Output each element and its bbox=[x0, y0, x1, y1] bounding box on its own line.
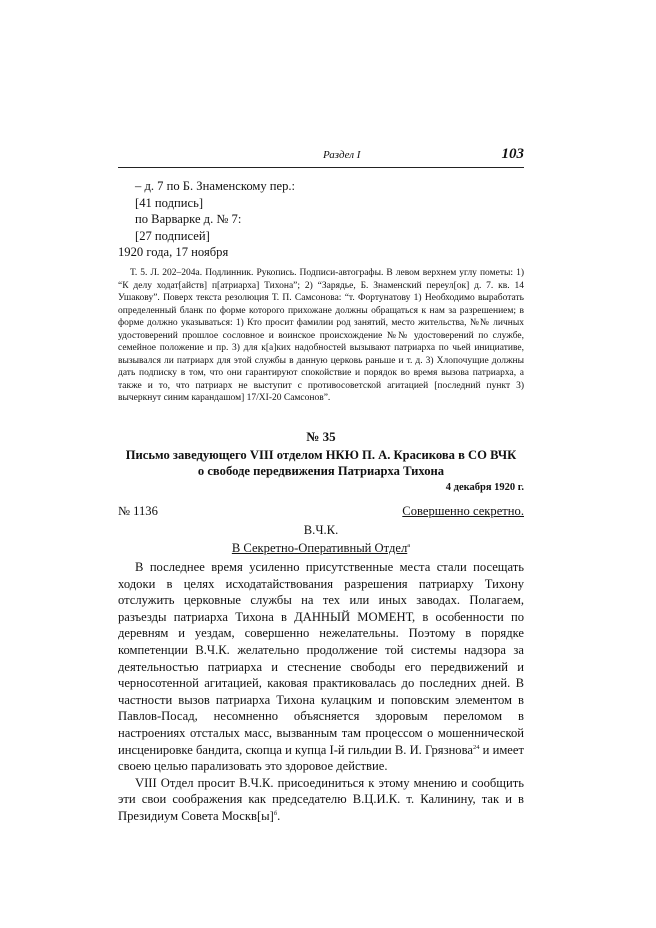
addressee bbox=[118, 541, 524, 556]
addressee-text: В Секретно-Оперативный Отдел bbox=[231, 541, 408, 555]
footnote-ref: 24 bbox=[472, 743, 480, 751]
paragraph-text: В последнее время усиленно присутственные места стали посещать ходоки в целях исходатайствования разрешения патриарху Тихону отслужить церковные службы на тех или иных заводах. Полагаем, разъезды патриарха Тихона в ДАННЫЙ МОМЕНТ, в особенности по деревням и уездам, совершенно нежелательны. Поэтому в порядке компетенции В.Ч.К. желательно продолжение той системы надзора за деятельностью патриарха и стеснение свободы его передвижений и черносотенной агитацией, каковая практиковалась до последних дней. В частности вызов патриарха Тихона кулацким и поповским элементом в Павлов-Посад, несомненно объясняется здоровым переломом в настроениях отсталых масс, вызванным там процессом о мошеннической инсценировке бандита, скопца и купца I-й гильдии В. И. Грязнова bbox=[118, 560, 524, 757]
tail-line: 1920 года, 17 ноября bbox=[118, 245, 229, 260]
registration-number: № 1136 bbox=[118, 504, 158, 518]
paragraph bbox=[118, 775, 524, 825]
tail-line: [27 подписей] bbox=[135, 228, 210, 243]
paragraph-text: . bbox=[277, 808, 281, 823]
header-rule bbox=[118, 167, 524, 168]
page-number: 103 bbox=[501, 146, 524, 162]
tail-line: – д. 7 по Б. Знаменскому пер.: bbox=[135, 179, 296, 193]
document-title bbox=[118, 447, 524, 479]
archive-note: Т. 5. Л. 202–204а. Подлинник. Рукопись. Подписи-автографы. В левом верхнем углу пометы: 1) “К делу ходат[айств] п[атриарха] Тихона”; 2) “Зарядье, Б. Знаменский переул[ок] д. 7. кв. 14 Ушакову”. Поверх текста резолюция Т. П. Самсонова: “т. Фортунатову 1) Необходимо выработать определенный бланк по форме которого прихожане должны обращаться к нам за разрешением; в форме должно указываться: 1) Кто просит фамилии род занятий, место жительства, №№ личных удостоверений прошлое сословное и воинское происхождение №№ удостоверений по службе, семейное положение и пр. 3) для к[а]ких надобностей вызывают патриарха по чьей инициативе, вызывался ли патриарх для этой службы в данную церковь раньше и т. д. 3) Хлопочущие должны дать подписку в том, что они гарантируют спокойствие и порядок во время вызова патриарха, а также и то, что патриарх не выступит с противосоветской агитацией [последний пункт 3) вычеркнут синим карандашом] 17/XI-20 Самсонов”. bbox=[118, 268, 524, 403]
section-title: Раздел I bbox=[323, 149, 361, 161]
organization: В.Ч.К. bbox=[303, 523, 339, 537]
tail-line: по Варварке д. № 7: bbox=[135, 212, 242, 227]
document-title-line: о свободе передвижения Патриарха Тихона bbox=[197, 464, 445, 478]
document-number: № 35 bbox=[306, 429, 336, 444]
paragraph-text: и имеет своею целью парализовать это здоровое действие. bbox=[118, 742, 524, 774]
letter-body bbox=[118, 559, 524, 825]
classification-mark: Совершенно секретно. bbox=[402, 504, 524, 518]
paragraph bbox=[118, 559, 524, 775]
tail-line: [41 подпись] bbox=[135, 195, 204, 210]
footnote-ref: а bbox=[407, 541, 411, 549]
document-date: 4 декабря 1920 г. bbox=[445, 482, 524, 493]
footnote-ref: б bbox=[273, 809, 278, 817]
running-header bbox=[118, 146, 524, 165]
document-title-line: Письмо заведующего VIII отделом НКЮ П. А. Красикова в СО ВЧК bbox=[125, 448, 517, 462]
paragraph-text: VIII Отдел просит В.Ч.К. присоединиться к этому мнению и сообщить эти свои соображения как председателю В.Ц.И.К. т. Калинину, так и в Президиум Совета Москв[ы] bbox=[118, 775, 524, 823]
previous-document-tail bbox=[118, 178, 295, 261]
